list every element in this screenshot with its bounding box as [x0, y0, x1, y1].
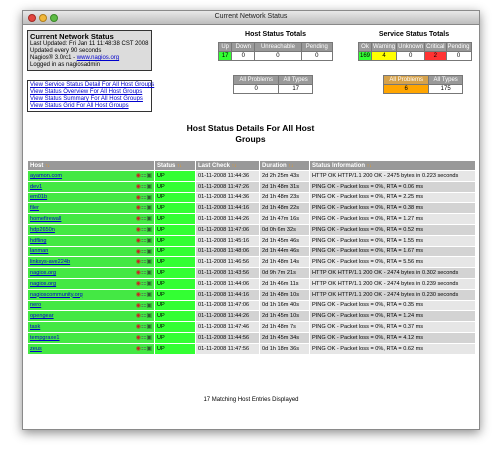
notes-icon[interactable]: ◉ [135, 194, 141, 201]
service-all-types-count: 175 [429, 85, 463, 94]
table-row [28, 322, 476, 333]
service-detail-icon[interactable]: ▣ [146, 183, 152, 190]
last-check-cell: 01-11-2008 11:44:16 [196, 203, 260, 214]
duration-cell: 2d 1h 44m 46s [260, 246, 310, 257]
host-cell [28, 257, 155, 268]
table-row [28, 257, 476, 268]
version-line [30, 55, 149, 62]
col-last-check-label: Last Check [198, 162, 231, 169]
table-row [28, 171, 476, 182]
service-warning-count: 4 [372, 52, 397, 61]
service-ok-header[interactable]: Ok [359, 43, 372, 52]
action-graph-icon[interactable]: ⚏ [140, 334, 147, 341]
host-all-types-count: 17 [279, 85, 313, 94]
sort-arrows-icon[interactable]: ↑↓ [45, 162, 51, 169]
status-info-cell: PING OK - Packet loss = 0%, RTA = 0.38 ms [310, 203, 476, 214]
host-cell [28, 268, 155, 279]
table-row [28, 289, 476, 300]
host-cell [28, 192, 155, 203]
host-all-problems-count: 0 [234, 85, 279, 94]
table-row [28, 214, 476, 225]
host-up-header[interactable]: Up [219, 43, 232, 52]
service-detail-icon[interactable]: ▣ [146, 345, 152, 352]
last-check-cell: 01-11-2008 11:44:26 [196, 311, 260, 322]
browser-window [22, 10, 480, 430]
action-graph-icon[interactable]: ⚏ [140, 226, 147, 233]
notes-icon[interactable]: ◉ [135, 205, 141, 212]
notes-icon[interactable]: ◉ [135, 226, 141, 233]
status-cell: UP [155, 235, 196, 246]
status-cell: UP [155, 332, 196, 343]
service-critical-count: 2 [425, 52, 446, 61]
service-pending-count: 0 [446, 52, 471, 61]
duration-cell: 2d 1h 48m 22s [260, 203, 310, 214]
host-name-link[interactable]: ayamon.com [30, 172, 63, 179]
host-name-link[interactable]: filer [30, 205, 40, 212]
duration-cell: 2d 1h 47m 16s [260, 214, 310, 225]
host-name-link[interactable]: task [30, 324, 41, 331]
host-cell [28, 171, 155, 182]
notes-icon[interactable]: ◉ [135, 324, 141, 331]
host-name-link[interactable]: zeus [30, 345, 42, 352]
status-cell: UP [155, 278, 196, 289]
service-detail-icon[interactable]: ▣ [146, 173, 152, 179]
table-row [28, 246, 476, 257]
notes-icon[interactable]: ◉ [135, 334, 141, 341]
host-cell [28, 224, 155, 235]
action-graph-icon[interactable]: ⚏ [140, 216, 147, 223]
action-graph-icon[interactable]: ⚏ [140, 324, 147, 331]
table-row [28, 332, 476, 343]
action-graph-icon[interactable]: ⚏ [140, 291, 147, 298]
page-content [23, 25, 479, 429]
link-service-status-detail[interactable]: View Service Status Detail For All Host Groups [30, 82, 155, 88]
host-status-table [27, 160, 476, 355]
host-cell [28, 311, 155, 322]
action-graph-icon[interactable]: ⚏ [140, 259, 147, 266]
status-info-cell: PING OK - Packet loss = 0%, RTA = 0.52 ms [310, 224, 476, 235]
service-totals-title: Service Status Totals [378, 31, 450, 38]
action-graph-icon[interactable]: ⚏ [140, 270, 147, 277]
service-detail-icon[interactable]: ▣ [146, 324, 152, 331]
service-all-problems-header[interactable]: All Problems [384, 76, 429, 85]
last-check-cell: 01-11-2008 11:46:56 [196, 257, 260, 268]
duration-cell: 2d 1h 45m 10s [260, 311, 310, 322]
status-info-cell: HTTP OK HTTP/1.1 200 OK - 2474 bytes in 0.230 seconds [310, 289, 476, 300]
last-check-cell: 01-11-2008 11:44:56 [196, 332, 260, 343]
last-check-cell: 01-11-2008 11:45:16 [196, 235, 260, 246]
service-summary-table [383, 75, 463, 94]
notes-icon[interactable]: ◉ [135, 173, 141, 179]
status-info-cell: PING OK - Packet loss = 0%, RTA = 1.55 ms [310, 235, 476, 246]
last-check-cell: 01-11-2008 11:47:56 [196, 343, 260, 354]
action-graph-icon[interactable]: ⚏ [140, 345, 147, 352]
notes-icon[interactable]: ◉ [135, 313, 141, 320]
host-name-link[interactable]: hdp2650n [30, 226, 55, 233]
host-name-link[interactable]: linksys-ave224b [30, 259, 71, 266]
service-unknown-header[interactable]: Unknown [398, 44, 424, 50]
last-check-cell: 01-11-2008 11:47:26 [196, 181, 260, 192]
table-row [28, 181, 476, 192]
status-cell: UP [155, 343, 196, 354]
last-check-cell: 01-11-2008 11:48:06 [196, 246, 260, 257]
col-status-info-header[interactable] [310, 161, 476, 171]
host-cell [28, 289, 155, 300]
service-detail-icon[interactable]: ▣ [146, 194, 152, 201]
duration-cell: 2d 1h 48m 14s [260, 257, 310, 268]
col-duration-label: Duration [262, 162, 287, 169]
notes-icon[interactable]: ◉ [135, 183, 141, 190]
duration-cell: 2d 1h 48m 7s [260, 322, 310, 333]
sort-arrows-icon[interactable]: ↑↓ [177, 162, 183, 169]
service-ok-count: 169 [360, 53, 371, 59]
version-text: Nagios® 3.0rc1 - [30, 55, 77, 61]
nagios-org-link[interactable]: www.nagios.org [76, 55, 120, 61]
host-name-link[interactable]: nagioscommunity.org [30, 291, 83, 298]
status-cell: UP [155, 289, 196, 300]
status-cell: UP [155, 257, 196, 268]
host-all-problems-header[interactable]: All Problems [234, 76, 279, 85]
table-row [28, 278, 476, 289]
status-cell: UP [155, 192, 196, 203]
last-check-cell: 01-11-2008 11:44:16 [196, 289, 260, 300]
last-check-cell: 01-11-2008 11:43:56 [196, 268, 260, 279]
service-detail-icon[interactable]: ▣ [146, 226, 152, 233]
info-title: Current Network Status [30, 32, 114, 41]
status-cell: UP [155, 246, 196, 257]
status-info-cell: HTTP OK HTTP/1.1 200 OK - 2474 bytes in 0.302 seconds [310, 268, 476, 279]
host-name-link[interactable]: em01b [30, 194, 48, 201]
link-status-summary[interactable]: View Status Summary For All Host Groups [30, 96, 143, 102]
action-graph-icon[interactable]: ⚏ [140, 183, 147, 190]
col-host-header[interactable] [28, 161, 155, 171]
duration-cell: 2d 1h 45m 34s [260, 332, 310, 343]
host-name-link[interactable]: tempgraxe1 [30, 334, 60, 341]
host-totals-table [218, 42, 333, 61]
view-links-box [27, 80, 155, 112]
duration-cell: 2d 1h 48m 31s [260, 181, 310, 192]
notes-icon[interactable]: ◉ [135, 280, 141, 287]
status-cell: UP [155, 300, 196, 311]
status-info-cell: PING OK - Packet loss = 0%, RTA = 2.25 ms [310, 192, 476, 203]
last-check-cell: 01-11-2008 11:47:46 [196, 322, 260, 333]
service-warning-header[interactable]: Warning [373, 44, 396, 50]
host-status-details-title: Host Status Details For All Host Groups [186, 123, 315, 144]
table-row [28, 192, 476, 203]
service-all-problems-count: 6 [384, 85, 429, 94]
col-last-check-header[interactable] [196, 161, 260, 171]
host-down-count: 0 [232, 52, 255, 61]
status-info-box [27, 30, 152, 71]
table-row [28, 311, 476, 322]
notes-icon[interactable]: ◉ [135, 302, 141, 309]
window-title: Current Network Status [214, 13, 288, 20]
table-row [28, 235, 476, 246]
duration-cell: 2d 1h 48m 10s [260, 289, 310, 300]
service-detail-icon[interactable]: ▣ [146, 280, 152, 287]
host-name-link[interactable]: lanman [30, 248, 49, 255]
sort-arrows-icon[interactable]: ↑↓ [288, 162, 294, 169]
table-row [28, 300, 476, 311]
service-detail-icon[interactable]: ▣ [146, 270, 152, 277]
action-graph-icon[interactable]: ⚏ [140, 173, 147, 179]
service-detail-icon[interactable]: ▣ [146, 259, 152, 266]
link-status-grid[interactable]: View Status Grid For All Host Groups [30, 103, 129, 109]
notes-icon[interactable]: ◉ [135, 259, 141, 266]
col-status-header[interactable] [155, 161, 196, 171]
duration-cell: 2d 1h 48m 23s [260, 192, 310, 203]
host-cell [28, 181, 155, 192]
last-updated: Last Updated: Fri Jan 11 11:48:38 CST 2008 [30, 41, 149, 47]
host-name-link[interactable]: nagios.org [30, 280, 57, 287]
notes-icon[interactable]: ◉ [135, 248, 141, 255]
duration-cell: 2d 1h 46m 11s [260, 278, 310, 289]
host-cell [28, 332, 155, 343]
notes-icon[interactable]: ◉ [135, 216, 141, 223]
host-name-link[interactable]: dev1 [30, 183, 43, 190]
status-cell: UP [155, 268, 196, 279]
last-check-cell: 01-11-2008 11:44:36 [196, 171, 260, 182]
status-cell: UP [155, 171, 196, 182]
action-graph-icon[interactable]: ⚏ [140, 280, 147, 287]
duration-cell: 0d 9h 7m 21s [260, 268, 310, 279]
col-host-label: Host [30, 162, 44, 169]
status-info-cell: PING OK - Packet loss = 0%, RTA = 1.24 ms [310, 311, 476, 322]
last-check-cell: 01-11-2008 11:47:06 [196, 224, 260, 235]
col-duration-header[interactable] [260, 161, 310, 171]
service-detail-icon[interactable]: ▣ [146, 302, 152, 309]
status-info-cell: PING OK - Packet loss = 0%, RTA = 0.37 ms [310, 322, 476, 333]
sort-arrows-icon[interactable]: ↑↓ [231, 162, 237, 169]
service-detail-icon[interactable]: ▣ [146, 205, 152, 212]
host-cell [28, 343, 155, 354]
service-detail-icon[interactable]: ▣ [146, 216, 152, 223]
service-totals-table [358, 42, 472, 61]
duration-cell: 2d 2h 25m 43s [260, 171, 310, 182]
host-pending-count: 0 [301, 52, 332, 61]
service-detail-icon[interactable]: ▣ [146, 237, 152, 244]
host-cell [28, 278, 155, 289]
table-row [28, 203, 476, 214]
service-detail-icon[interactable]: ▣ [146, 248, 152, 255]
service-critical-header[interactable]: Critical [426, 44, 445, 50]
host-name-link[interactable]: nagios.org [30, 270, 57, 277]
col-status-label: Status [157, 162, 176, 169]
status-cell: UP [155, 311, 196, 322]
last-check-cell: 01-11-2008 11:44:36 [196, 192, 260, 203]
service-detail-icon[interactable]: ▣ [146, 334, 152, 341]
host-summary-table [233, 75, 313, 94]
host-pending-header[interactable]: Pending [301, 43, 332, 52]
service-pending-header[interactable]: Pending [447, 44, 470, 50]
host-name-link[interactable]: homefirewall [30, 216, 62, 223]
status-info-cell: PING OK - Packet loss = 0%, RTA = 0.35 ms [310, 300, 476, 311]
host-all-types-header[interactable]: All Types [279, 76, 313, 85]
host-cell [28, 246, 155, 257]
last-check-cell: 01-11-2008 11:44:26 [196, 214, 260, 225]
service-all-types-header[interactable]: All Types [429, 76, 463, 85]
host-cell [28, 235, 155, 246]
status-cell: UP [155, 214, 196, 225]
update-interval: Updated every 90 seconds [30, 48, 102, 54]
status-info-cell: PING OK - Packet loss = 0%, RTA = 1.67 ms [310, 246, 476, 257]
host-unreachable-header[interactable]: Unreachable [255, 43, 301, 52]
host-unreachable-count: 0 [255, 52, 301, 61]
status-info-cell: PING OK - Packet loss = 0%, RTA = 0.06 ms [310, 181, 476, 192]
col-status-info-label: Status Information [312, 162, 366, 169]
action-graph-icon[interactable]: ⚏ [140, 205, 147, 212]
notes-icon[interactable]: ◉ [135, 291, 141, 298]
action-graph-icon[interactable]: ⚏ [140, 248, 147, 255]
status-cell: UP [155, 181, 196, 192]
host-down-header[interactable]: Down [232, 43, 255, 52]
host-table-header-row [28, 161, 476, 171]
status-info-cell: PING OK - Packet loss = 0%, RTA = 1.27 ms [310, 214, 476, 225]
action-graph-icon[interactable]: ⚏ [140, 237, 147, 244]
service-unknown-count: 0 [397, 52, 425, 61]
status-cell: UP [155, 224, 196, 235]
service-detail-icon[interactable]: ▣ [146, 313, 152, 320]
duration-cell: 2d 1h 45m 46s [260, 235, 310, 246]
host-cell [28, 322, 155, 333]
status-cell: UP [155, 322, 196, 333]
matching-entries-footer: 17 Matching Host Entries Displayed [203, 397, 299, 403]
notes-icon[interactable]: ◉ [135, 237, 141, 244]
last-check-cell: 01-11-2008 11:47:06 [196, 300, 260, 311]
notes-icon[interactable]: ◉ [135, 345, 141, 352]
host-cell [28, 203, 155, 214]
host-totals-title: Host Status Totals [245, 31, 306, 38]
status-info-cell: PING OK - Packet loss = 0%, RTA = 4.12 ms [310, 332, 476, 343]
host-name-link[interactable]: opengear [30, 313, 54, 320]
action-graph-icon[interactable]: ⚏ [140, 194, 147, 201]
host-name-link[interactable]: hdfling [30, 237, 47, 244]
host-name-link[interactable]: nero [30, 302, 42, 309]
duration-cell: 0d 1h 18m 36s [260, 343, 310, 354]
last-check-cell: 01-11-2008 11:44:06 [196, 278, 260, 289]
duration-cell: 0d 1h 16m 40s [260, 300, 310, 311]
table-row [28, 268, 476, 279]
status-cell: UP [155, 203, 196, 214]
logged-in: Logged in as nagiosadmin [30, 62, 101, 68]
status-info-cell: HTTP OK HTTP/1.1 200 OK - 2474 bytes in 0.239 seconds [310, 278, 476, 289]
status-info-cell: HTTP OK HTTP/1.1 200 OK - 2475 bytes in 0.223 seconds [310, 171, 476, 182]
service-detail-icon[interactable]: ▣ [146, 291, 152, 298]
table-row [28, 343, 476, 354]
host-cell [28, 214, 155, 225]
notes-icon[interactable]: ◉ [135, 270, 141, 277]
host-up-count: 17 [219, 52, 232, 61]
host-cell [28, 300, 155, 311]
action-graph-icon[interactable]: ⚏ [140, 302, 147, 309]
title-bar [23, 11, 479, 25]
table-row [28, 224, 476, 235]
status-info-cell: PING OK - Packet loss = 0%, RTA = 5.56 ms [310, 257, 476, 268]
action-graph-icon[interactable]: ⚏ [140, 313, 147, 320]
duration-cell: 0d 0h 6m 32s [260, 224, 310, 235]
sort-arrows-icon[interactable]: ↑↓ [366, 162, 372, 169]
status-info-cell: PING OK - Packet loss = 0%, RTA = 0.62 ms [310, 343, 476, 354]
link-status-overview[interactable]: View Status Overview For All Host Groups [30, 89, 143, 95]
